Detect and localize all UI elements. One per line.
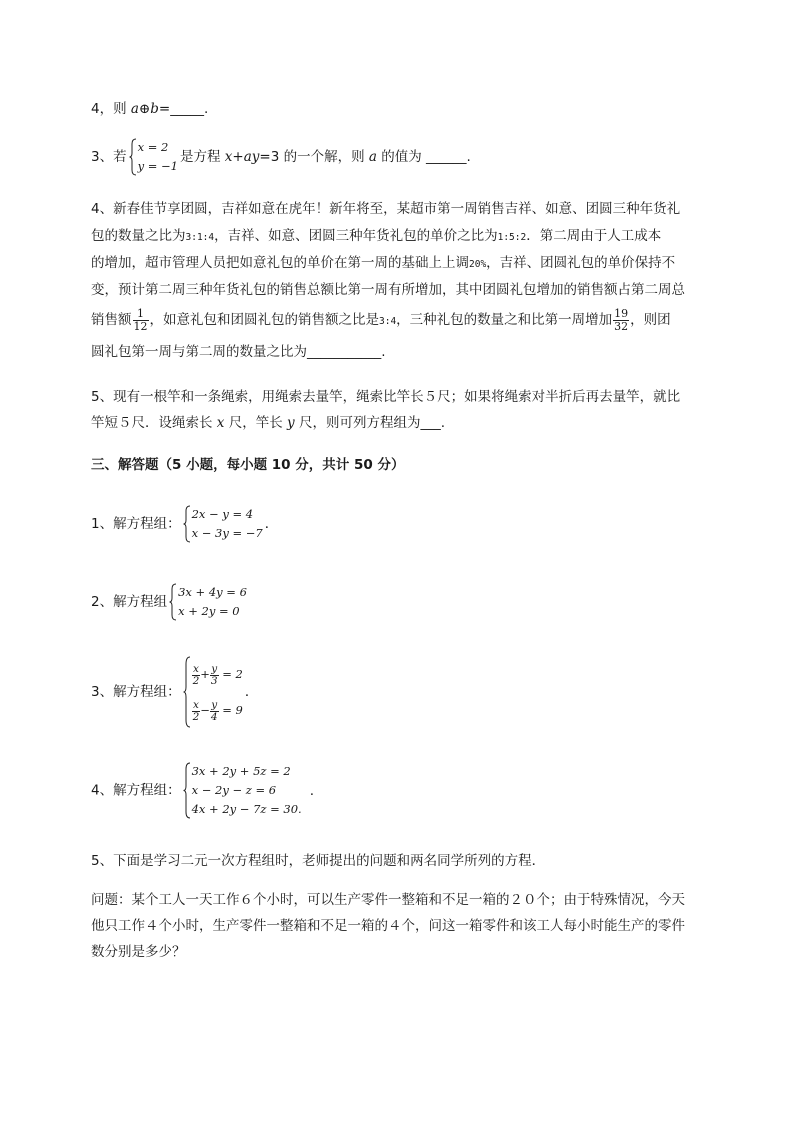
numerator: 1 [133, 308, 149, 321]
text: 5、下面是学习二元一次方程组时，老师提出的问题和两名同学所列的方程． [91, 853, 546, 869]
text: ，则团 [630, 312, 671, 328]
denominator: 4 [210, 710, 218, 723]
equation-system [183, 762, 302, 819]
question-4-line [91, 253, 675, 275]
problem-5-line [91, 851, 545, 871]
equation-system [183, 505, 263, 543]
numerator: 19 [614, 306, 629, 320]
equation-line: y = −1 [137, 159, 178, 173]
fraction [613, 308, 629, 333]
denominator: 3 [210, 674, 218, 687]
ratio: 3:4 [379, 316, 397, 327]
equation-system [169, 583, 247, 621]
ratio: 1:5:2 [497, 232, 527, 243]
text: 4，则 [91, 101, 131, 117]
equation-line: 4x + 2y − 7z = 30. [191, 802, 302, 816]
problem-5-line [91, 890, 685, 910]
denominator: 32 [614, 319, 629, 333]
fraction [192, 700, 201, 723]
text: 尺，则可列方程组为___. [294, 415, 445, 431]
text: ． [264, 516, 279, 532]
rhs: = 9 [218, 703, 243, 717]
question-number: 3、若 [91, 149, 127, 165]
text: 他只工作４个小时，生产零件一整箱和不足一箱的４个，问这一箱零件和该工人每小时能生产的零件 [91, 918, 685, 934]
text: ．第二周由于人工成本 [526, 228, 662, 244]
problem-2 [91, 583, 249, 621]
equation-line: x − 2y − z = 6 [191, 783, 277, 797]
numerator: x [192, 698, 199, 711]
question-fragment [91, 99, 208, 119]
equation-line: 3x + 4y = 6 [178, 585, 247, 599]
percent: 20% [469, 259, 487, 270]
rhs: = 2 [218, 667, 243, 681]
denominator: 12 [133, 319, 148, 333]
text: =3 的一个解，则 [259, 149, 369, 165]
numerator: y [211, 662, 218, 675]
brace-icon [129, 138, 137, 176]
text: 是方程 [180, 149, 225, 165]
problem-1 [91, 505, 278, 543]
fraction [133, 308, 149, 333]
text: ，吉祥、团圆礼包的单价保持不 [486, 255, 676, 271]
math-variable: a [368, 149, 377, 165]
fraction [192, 664, 201, 687]
text: 问题：某个工人一天工作６个小时，可以生产零件一整箱和不足一箱的２０个；由于特殊情况，今天 [91, 892, 685, 908]
text: 4、新春佳节享团圆，吉祥如意在虎年！新年将至，某超市第一周销售吉祥、如意、团圆三种年货礼 [91, 201, 681, 217]
question-5-line [91, 413, 445, 433]
numerator: y [211, 698, 218, 711]
ratio: 3:1:4 [185, 232, 215, 243]
math-variable: y [287, 415, 295, 431]
text: ，如意礼包和团圆礼包的销售额之比是 [149, 312, 379, 328]
equation-line: 3x + 2y + 5z = 2 [191, 764, 291, 778]
text: 的增加，超市管理人员把如意礼包的单价在第一周的基础上上调 [91, 255, 469, 271]
equation-system [183, 656, 243, 728]
text: 变，预计第二周三种年货礼包的销售总额比第一周有所增加，其中团圆礼包增加的销售额占第二周总 [91, 282, 685, 298]
equation-line: x + 2y = 0 [178, 604, 240, 618]
math-variable: x [216, 415, 225, 431]
question-5-line [91, 387, 680, 407]
equation-system [129, 138, 178, 176]
question-4-line [91, 304, 671, 338]
problem-5-line [91, 916, 685, 936]
text: 5、现有一根竿和一条绳索，用绳索去量竿，绳索比竿长５尺；如果将绳索对半折后再去量竿，就比 [91, 389, 681, 405]
problem-label: 3、解方程组： [91, 684, 181, 700]
equation-line [192, 692, 243, 728]
equation-line: x − 3y = −7 [191, 526, 263, 540]
text: 数分别是多少？ [91, 944, 186, 960]
text: =_____. [158, 101, 209, 117]
text: ，吉祥、如意、团圆三种年货礼包的单价之比为 [214, 228, 498, 244]
text: 圆礼包第一周与第二周的数量之比为___________. [91, 344, 386, 360]
fraction [210, 664, 219, 687]
denominator: 2 [192, 674, 200, 687]
problem-label: 4、解方程组： [91, 782, 181, 799]
brace-icon [183, 762, 191, 819]
brace-icon [183, 656, 191, 728]
problem-4 [91, 762, 314, 820]
question-4-line [91, 342, 386, 362]
operator: − [200, 703, 210, 717]
text: 的值为 ______. [376, 149, 471, 165]
operator: + [200, 667, 210, 681]
equation-line [192, 656, 243, 692]
text: ，三种礼包的数量之和比第一周增加 [396, 312, 613, 328]
problem-label: 2、解方程组 [91, 594, 168, 610]
math-expression: x+ay [224, 149, 260, 165]
question-4-line [91, 199, 680, 219]
numerator: x [192, 662, 199, 675]
problem-label: 1、解方程组： [91, 516, 181, 532]
section-heading: 三、解答题（5 小题，每小题 10 分，共计 50 分） [91, 457, 405, 473]
question-3-fill [91, 138, 471, 176]
fraction [210, 700, 219, 723]
text: 尺，竿长 [224, 415, 288, 431]
text: . [309, 782, 315, 799]
denominator: 2 [192, 710, 200, 723]
problem-5-line [91, 942, 186, 962]
text: 销售额 [91, 312, 132, 328]
text: ． [244, 684, 259, 700]
equation-line: x = 2 [137, 140, 169, 154]
brace-icon [183, 505, 191, 543]
question-4-line [91, 226, 661, 248]
math-expression: a⊕b [130, 101, 159, 117]
text: 竿短５尺．设绳索长 [91, 415, 217, 431]
problem-3 [91, 656, 258, 728]
question-4-line [91, 280, 685, 300]
brace-icon [169, 583, 177, 621]
equation-line: 2x − y = 4 [191, 507, 254, 521]
text: 包的数量之比为 [91, 228, 186, 244]
